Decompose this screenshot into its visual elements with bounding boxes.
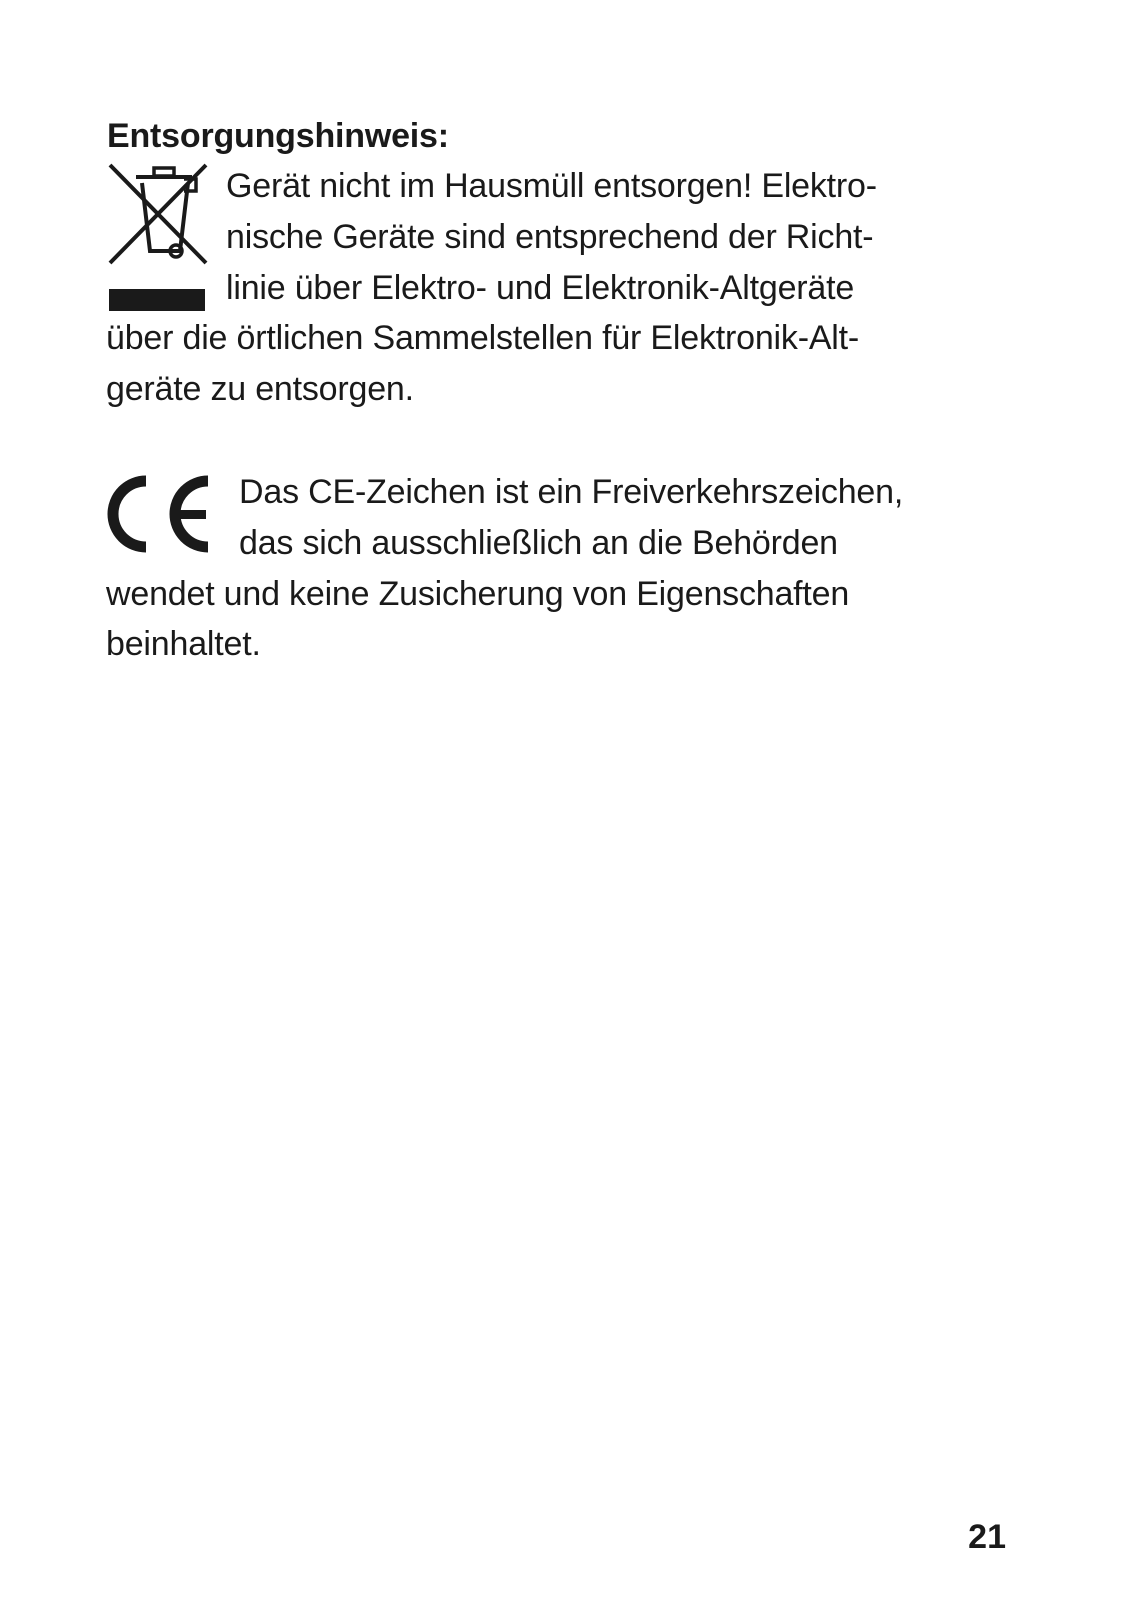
- ce-line-2: das sich ausschließlich an die Behörden: [239, 524, 838, 562]
- ce-line-1: Das CE-Zeichen ist ein Freiverkehrszeichen,: [239, 473, 904, 511]
- disposal-heading: Entsorgungshinweis:: [107, 117, 449, 155]
- disposal-line-2: nische Geräte sind entsprechend der Richt-: [226, 218, 874, 256]
- disposal-line-4: über die örtlichen Sammelstellen für Elektronik-Alt-: [106, 319, 860, 357]
- ce-mark-icon: [104, 475, 212, 553]
- disposal-line-3: linie über Elektro- und Elektronik-Altgeräte: [226, 269, 855, 307]
- ce-line-3: wendet und keine Zusicherung von Eigenschaften: [106, 575, 850, 613]
- disposal-line-1: Gerät nicht im Hausmüll entsorgen! Elektro-: [226, 167, 877, 205]
- ce-line-4: beinhaltet.: [106, 625, 261, 663]
- crossed-out-wheelie-bin-icon: [106, 163, 210, 313]
- disposal-line-5: geräte zu entsorgen.: [106, 370, 414, 408]
- page-number: 21: [968, 1518, 1006, 1556]
